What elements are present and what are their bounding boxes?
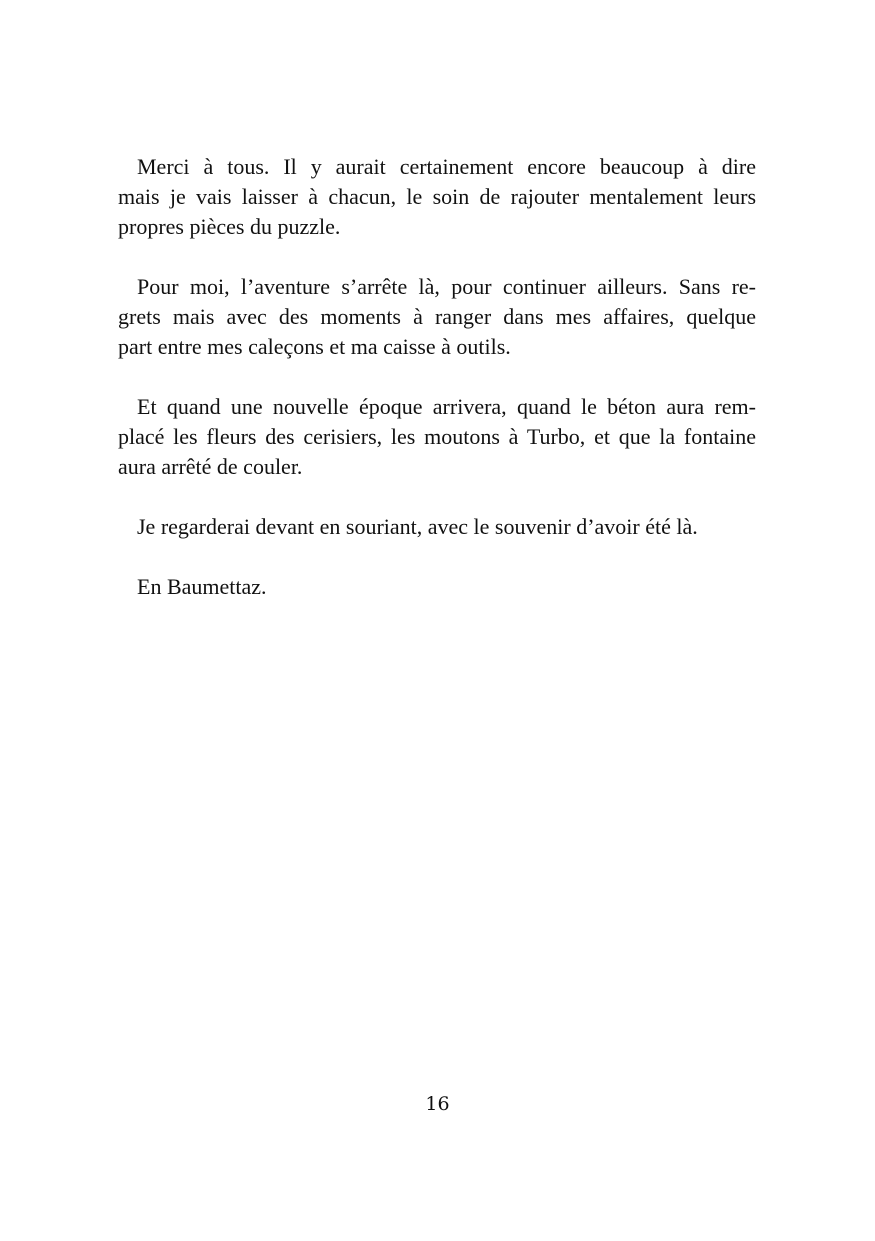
paragraph-3-line-1: Et quand une nouvelle époque arrivera, quand le béton aura rem- bbox=[137, 394, 756, 419]
paragraph-2-line-2: grets mais avec des moments à ranger dans mes affaires, quelque bbox=[118, 304, 756, 329]
paragraph-3 bbox=[118, 392, 756, 482]
paragraph-1-line-1: Merci à tous. Il y aurait certainement encore beaucoup à dire bbox=[137, 154, 756, 179]
paragraph-5 bbox=[118, 572, 756, 602]
paragraph-5-line-1: En Baumettaz. bbox=[137, 574, 267, 599]
paragraph-1-line-3: propres pièces du puzzle. bbox=[118, 214, 341, 239]
paragraph-3-line-3: aura arrêté de couler. bbox=[118, 454, 303, 479]
paragraph-4-line-1: Je regarderai devant en souriant, avec le souvenir d’avoir été là. bbox=[137, 514, 698, 539]
paragraph-2-line-3: part entre mes caleçons et ma caisse à outils. bbox=[118, 334, 511, 359]
paragraph-2-line-1: Pour moi, l’aventure s’arrête là, pour continuer ailleurs. Sans re- bbox=[137, 274, 756, 299]
body-text bbox=[118, 152, 756, 632]
paragraph-1-line-2: mais je vais laisser à chacun, le soin de rajouter mentalement leurs bbox=[118, 184, 756, 209]
paragraph-4 bbox=[118, 512, 756, 542]
paragraph-1 bbox=[118, 152, 756, 242]
paragraph-3-line-2: placé les fleurs des cerisiers, les moutons à Turbo, et que la fontaine bbox=[118, 424, 756, 449]
paragraph-2 bbox=[118, 272, 756, 362]
page-number: 16 bbox=[425, 1093, 450, 1115]
